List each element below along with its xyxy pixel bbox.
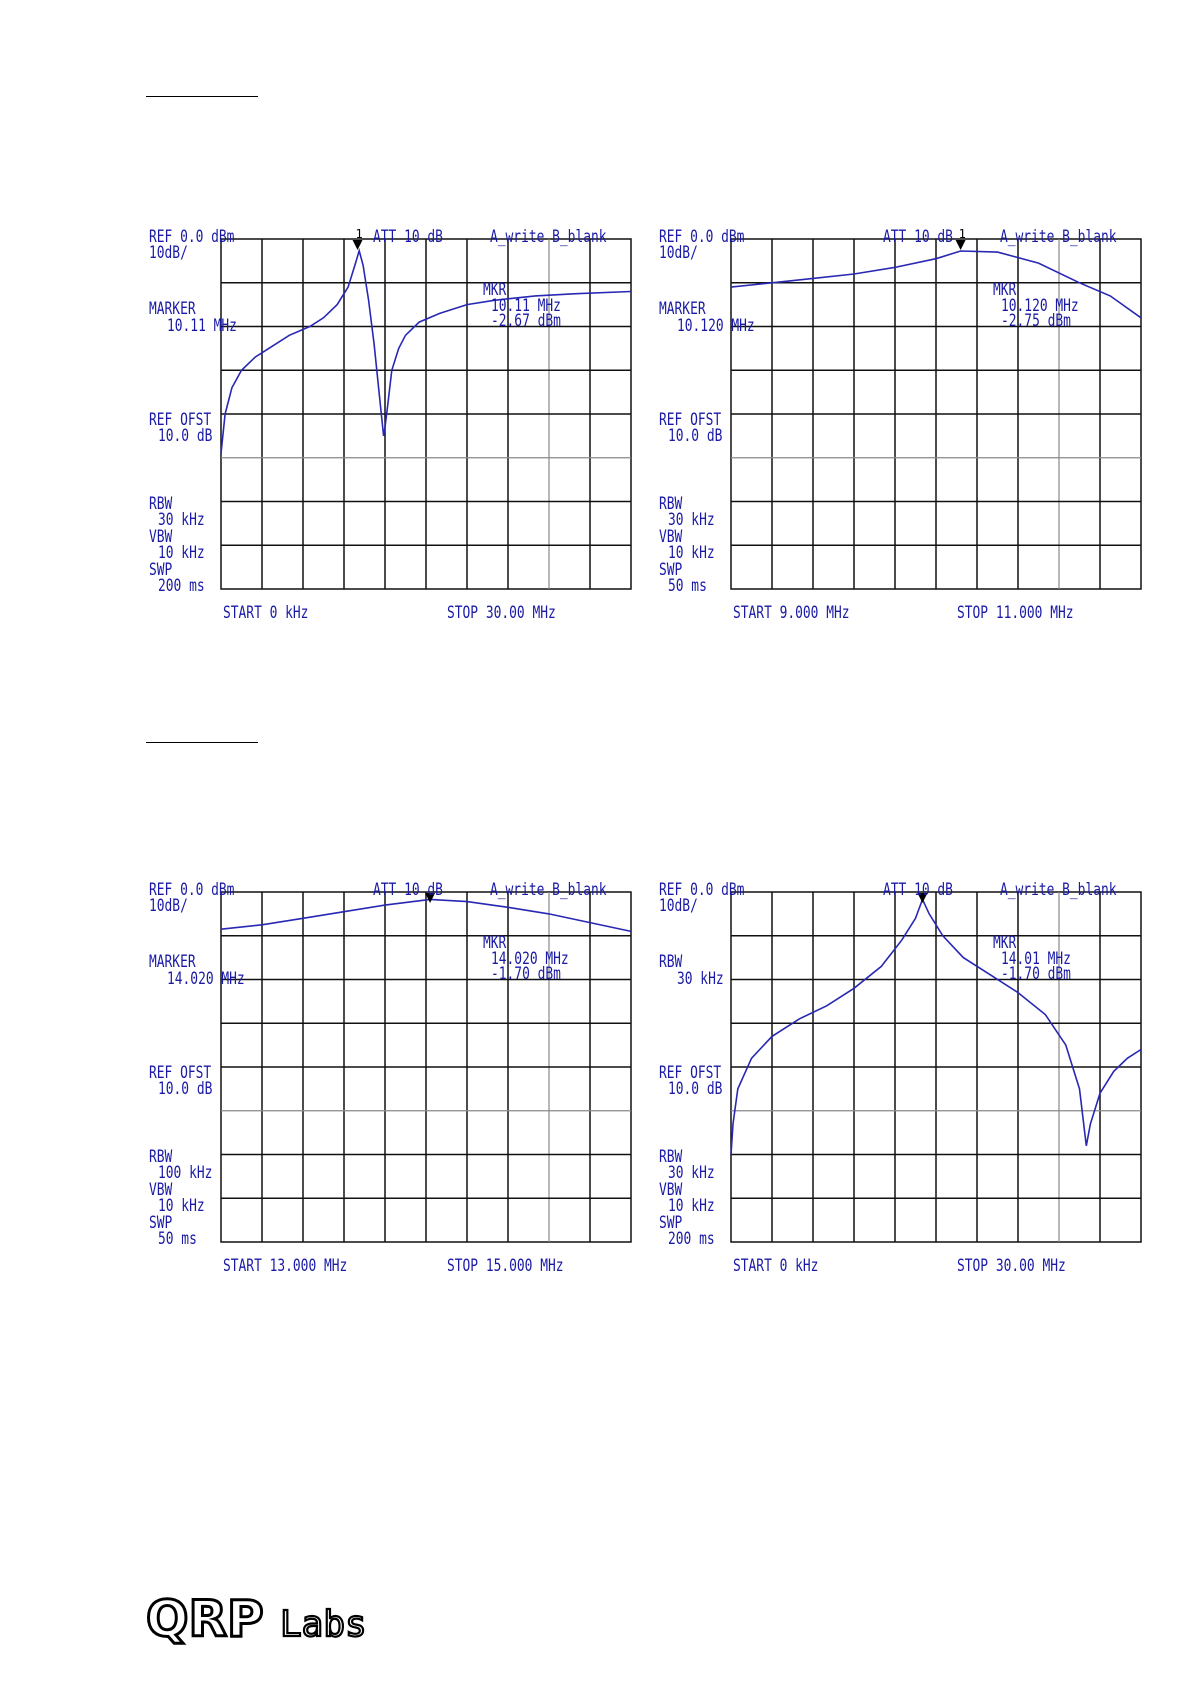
marker-level-readout: -2.67 dBm bbox=[491, 310, 561, 331]
rbw-title: RBW bbox=[659, 493, 683, 514]
ref-offset-value: 10.0 dB bbox=[668, 425, 723, 446]
marker-level-readout: -2.75 dBm bbox=[1001, 310, 1071, 331]
ref-offset-value: 10.0 dB bbox=[158, 1078, 213, 1099]
scale-label: 10dB/ bbox=[149, 242, 188, 263]
rbw-value: 100 kHz bbox=[158, 1162, 213, 1183]
sweep-value: 200 ms bbox=[668, 1228, 715, 1249]
vbw-value: 10 kHz bbox=[668, 542, 715, 563]
marker-number: 1 bbox=[355, 227, 363, 241]
ref-level-label: REF 0.0 dBm bbox=[149, 879, 235, 900]
attenuation-label: ATT 10 dB bbox=[883, 226, 953, 247]
marker-frequency-readout: 10.120 MHz bbox=[1001, 295, 1079, 316]
trace-mode-label: A_write B_blank bbox=[1000, 879, 1117, 900]
start-frequency-label: START 9.000 MHz bbox=[733, 602, 850, 623]
stop-frequency-label: STOP 15.000 MHz bbox=[447, 1255, 564, 1276]
spectrum-plot-svg bbox=[140, 225, 640, 625]
ref-offset-title: REF OFST bbox=[149, 409, 212, 430]
marker-readout-title: MKR bbox=[993, 279, 1017, 300]
section-rule-middle bbox=[146, 742, 258, 743]
marker-readout-title: MKR bbox=[483, 932, 507, 953]
plot-grid bbox=[731, 892, 1141, 1242]
spectrum-plot-svg bbox=[140, 878, 640, 1278]
plot-grid bbox=[221, 239, 631, 589]
vbw-title: VBW bbox=[659, 1179, 683, 1200]
vbw-title: VBW bbox=[659, 526, 683, 547]
spectrum-plot-1 bbox=[140, 225, 640, 625]
sweep-title: SWP bbox=[659, 1212, 683, 1233]
side-title-label: RBW bbox=[659, 951, 683, 972]
ref-level-label: REF 0.0 dBm bbox=[659, 226, 745, 247]
ref-offset-title: REF OFST bbox=[149, 1062, 212, 1083]
trace-mode-label: A_write B_blank bbox=[490, 879, 607, 900]
ref-level-label: REF 0.0 dBm bbox=[149, 226, 235, 247]
rbw-value: 30 kHz bbox=[668, 1162, 715, 1183]
qrp-labs-logo bbox=[146, 1586, 396, 1646]
marker-number: 1 bbox=[958, 227, 966, 241]
vbw-value: 10 kHz bbox=[158, 1195, 205, 1216]
ref-offset-title: REF OFST bbox=[659, 1062, 722, 1083]
rbw-title: RBW bbox=[149, 1146, 173, 1167]
rbw-value: 30 kHz bbox=[668, 509, 715, 530]
side-value-label: 10.11 MHz bbox=[167, 315, 237, 336]
attenuation-label: ATT 10 dB bbox=[373, 226, 443, 247]
plot-grid bbox=[221, 892, 631, 1242]
vbw-value: 10 kHz bbox=[668, 1195, 715, 1216]
stop-frequency-label: STOP 11.000 MHz bbox=[957, 602, 1074, 623]
spectrum-plot-svg bbox=[650, 225, 1150, 625]
marker-level-readout: -1.70 dBm bbox=[1001, 963, 1071, 984]
section-rule-top bbox=[146, 96, 258, 97]
marker-level-readout: -1.70 dBm bbox=[491, 963, 561, 984]
spectrum-plot-2 bbox=[650, 225, 1150, 625]
marker-triangle bbox=[956, 240, 966, 250]
marker-triangle bbox=[353, 240, 363, 250]
side-value-label: 30 kHz bbox=[677, 968, 724, 989]
sweep-value: 50 ms bbox=[158, 1228, 197, 1249]
plot-grid bbox=[731, 239, 1141, 589]
side-title-label: MARKER bbox=[149, 298, 196, 319]
rbw-title: RBW bbox=[659, 1146, 683, 1167]
marker-frequency-readout: 10.11 MHz bbox=[491, 295, 561, 316]
svg-text:Labs: Labs bbox=[280, 1604, 367, 1645]
start-frequency-label: START 0 kHz bbox=[223, 602, 309, 623]
scale-label: 10dB/ bbox=[659, 895, 698, 916]
ref-offset-value: 10.0 dB bbox=[668, 1078, 723, 1099]
marker-frequency-readout: 14.020 MHz bbox=[491, 948, 569, 969]
spectrum-plot-3 bbox=[140, 878, 640, 1278]
spectrum-plot-4 bbox=[650, 878, 1150, 1278]
start-frequency-label: START 13.000 MHz bbox=[223, 1255, 348, 1276]
svg-text:QRP: QRP bbox=[146, 1590, 264, 1646]
scale-label: 10dB/ bbox=[149, 895, 188, 916]
ref-offset-value: 10.0 dB bbox=[158, 425, 213, 446]
attenuation-label: ATT 10 dB bbox=[373, 879, 443, 900]
marker-readout-title: MKR bbox=[993, 932, 1017, 953]
vbw-value: 10 kHz bbox=[158, 542, 205, 563]
sweep-title: SWP bbox=[149, 559, 173, 580]
stop-frequency-label: STOP 30.00 MHz bbox=[447, 602, 556, 623]
trace-mode-label: A_write B_blank bbox=[490, 226, 607, 247]
ref-level-label: REF 0.0 dBm bbox=[659, 879, 745, 900]
sweep-title: SWP bbox=[659, 559, 683, 580]
trace-mode-label: A_write B_blank bbox=[1000, 226, 1117, 247]
spectrum-plot-svg bbox=[650, 878, 1150, 1278]
side-title-label: MARKER bbox=[149, 951, 196, 972]
side-value-label: 14.020 MHz bbox=[167, 968, 245, 989]
stop-frequency-label: STOP 30.00 MHz bbox=[957, 1255, 1066, 1276]
sweep-title: SWP bbox=[149, 1212, 173, 1233]
side-value-label: 10.120 MHz bbox=[677, 315, 755, 336]
attenuation-label: ATT 10 dB bbox=[883, 879, 953, 900]
ref-offset-title: REF OFST bbox=[659, 409, 722, 430]
side-title-label: MARKER bbox=[659, 298, 706, 319]
vbw-title: VBW bbox=[149, 1179, 173, 1200]
start-frequency-label: START 0 kHz bbox=[733, 1255, 819, 1276]
rbw-value: 30 kHz bbox=[158, 509, 205, 530]
scale-label: 10dB/ bbox=[659, 242, 698, 263]
rbw-title: RBW bbox=[149, 493, 173, 514]
marker-frequency-readout: 14.01 MHz bbox=[1001, 948, 1071, 969]
sweep-value: 50 ms bbox=[668, 575, 707, 596]
vbw-title: VBW bbox=[149, 526, 173, 547]
marker-readout-title: MKR bbox=[483, 279, 507, 300]
sweep-value: 200 ms bbox=[158, 575, 205, 596]
